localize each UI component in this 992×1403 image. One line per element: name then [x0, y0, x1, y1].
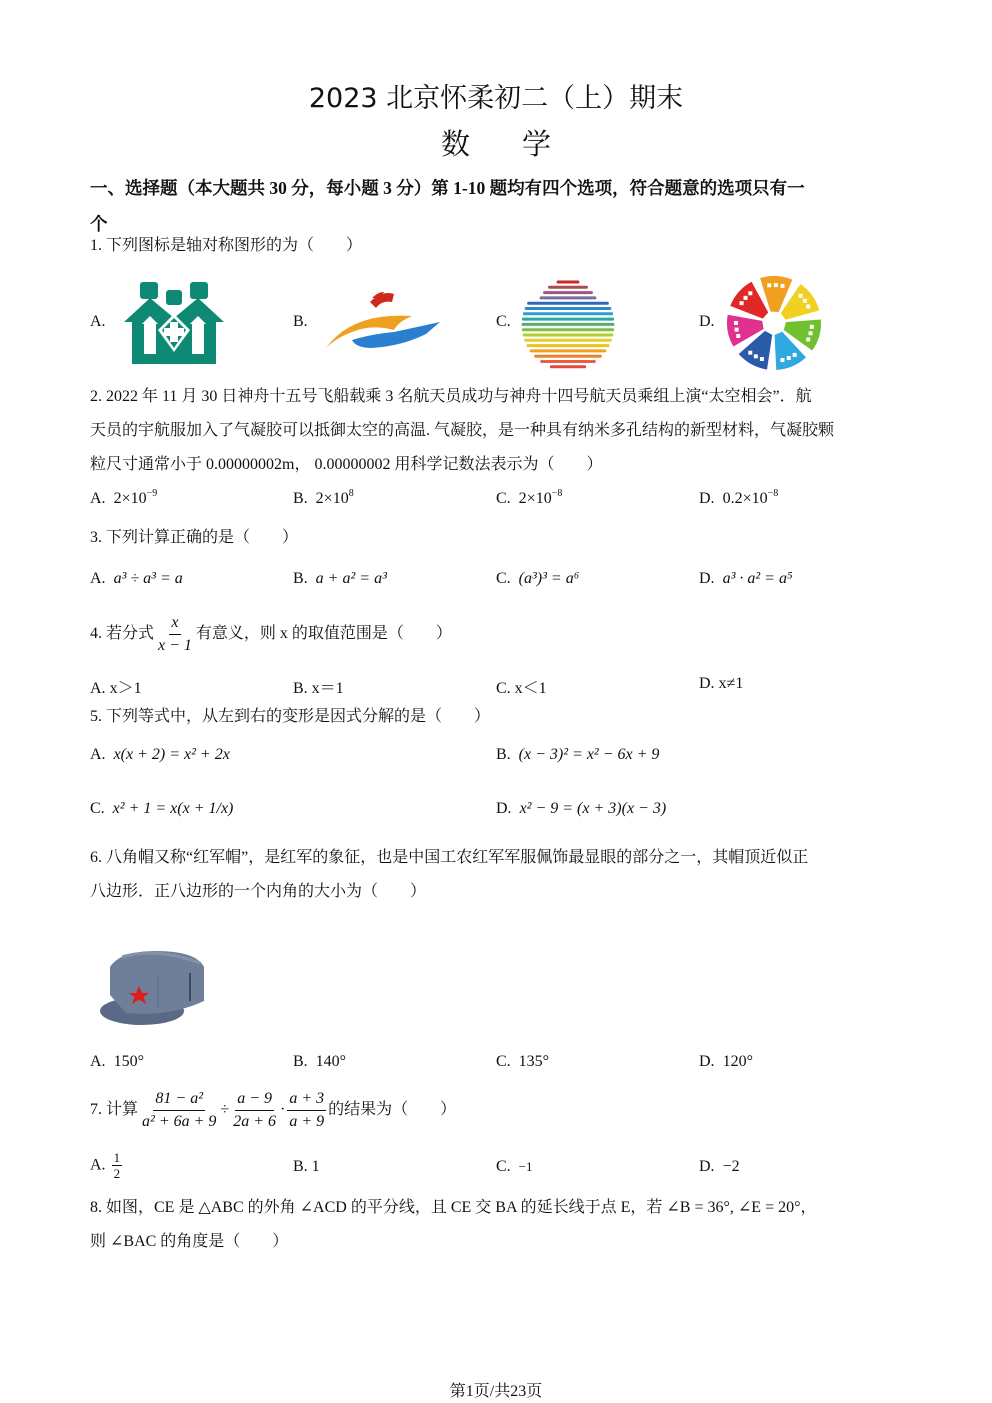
film-hole — [787, 356, 791, 360]
question-7-stem — [90, 1088, 905, 1133]
question-8-line: 则 ∠BAC 的角度是（ ） — [90, 1233, 289, 1250]
subject-char: 数 — [440, 127, 470, 161]
emphasis-char: 只 — [752, 178, 770, 198]
q4-option-a: A. x＞1 — [90, 680, 142, 697]
q3-option-b: B. a + a² = a³ — [293, 570, 387, 587]
section-heading-line2: 个 — [90, 214, 108, 234]
q4-prefix: 4. 若分式 — [90, 625, 155, 643]
film-hole — [767, 283, 771, 287]
q1-option-d-label: D. — [699, 313, 715, 330]
q5-option-d: D. x² − 9 = (x + 3)(x − 3) — [496, 800, 667, 817]
q6-option-b: B. 140° — [293, 1053, 347, 1070]
q1-option-b-label: B. — [293, 313, 308, 330]
subject-title — [0, 122, 992, 163]
film-hole — [740, 301, 744, 305]
film-hole — [799, 294, 803, 298]
q7-dot-sign: · — [279, 1101, 286, 1119]
q2-option-b: B. $2\times 10^8$ — [293, 488, 354, 507]
q3-option-d: D. a³ · a² = a⁵ — [699, 570, 793, 587]
q7-fraction-2: $\frac{a - 9}{2a + 6}$ — [233, 1090, 276, 1130]
question-2-stem — [90, 380, 905, 482]
film-hole — [748, 351, 752, 355]
section-heading-text: 一、选择题（本大题共 30 分，每小题 3 分）第 1-10 题均有四个选项，符合题意的选项 — [90, 178, 753, 198]
question-8-line: 8. 如图，CE 是 △ABC 的外角 ∠ACD 的平分线，且 CE 交 BA 的延长线于点 E，若 ∠B = 36°, ∠E = 20°， — [90, 1199, 817, 1216]
swoosh-logo-icon — [322, 288, 442, 354]
film-hole — [736, 334, 740, 338]
film-hole — [760, 357, 764, 361]
q7-divide-sign: ÷ — [220, 1101, 230, 1119]
q4-option-d: D. x≠1 — [699, 675, 744, 692]
q7-option-c: C. −1 — [496, 1158, 533, 1175]
question-4-stem — [90, 612, 905, 657]
q4-option-b: B. x＝1 — [293, 680, 344, 697]
film-hole — [803, 299, 807, 303]
film-hole — [744, 296, 748, 300]
section-heading-tail: 一 — [787, 178, 805, 198]
film-hole — [780, 358, 784, 362]
q4-suffix: 有意义，则 x 的取值范围是（ ） — [195, 625, 452, 643]
question-5-stem: 5. 下列等式中，从左到右的变形是因式分解的是（ ） — [90, 708, 491, 725]
question-2-line: 2. 2022 年 11 月 30 日神舟十五号飞船载乘 3 名航天员成功与神舟十四号航天员乘组上演“太空相会”．航 — [90, 388, 812, 405]
film-hole — [754, 354, 758, 358]
film-hole — [735, 328, 739, 332]
page-number: 第1页/共23页 — [449, 1383, 543, 1400]
film-wedge — [730, 282, 768, 319]
q2-option-c: C. $2\times 10^{-8}$ — [496, 488, 563, 507]
film-hole — [806, 338, 810, 342]
q6-option-d: D. 120° — [699, 1053, 753, 1070]
q5-option-b: B. (x − 3)² = x² − 6x + 9 — [496, 746, 660, 763]
emphasis-char: 有 — [769, 178, 788, 198]
q1-option-a-label: A. — [90, 313, 106, 330]
q7-fraction-3: $\frac{a + 3}{a + 9}$ — [289, 1090, 325, 1130]
q7-suffix: 的结果为（ ） — [328, 1101, 457, 1119]
film-hole — [793, 353, 797, 357]
question-6-stem — [90, 841, 905, 909]
q5-option-c: C. x² + 1 = x(x + 1/x) — [90, 800, 234, 817]
film-hole — [734, 321, 738, 325]
q7-option-d: D. −2 — [699, 1158, 740, 1175]
rainbow-stripe-circle-logo-icon — [520, 278, 616, 372]
question-2-line: 天员的宇航服加入了气凝胶可以抵御太空的高温. 气凝胶，是一种具有纳米多孔结构的新型材料，气凝胶颗 — [90, 422, 835, 439]
film-strip-pinwheel-logo-icon — [722, 273, 826, 373]
q6-option-c: C. 135° — [496, 1053, 550, 1070]
q5-option-a: A. x(x + 2) = x² + 2x — [90, 746, 230, 763]
film-hole — [810, 325, 814, 329]
question-6-line: 6. 八角帽又称“红军帽”，是红军的象征，也是中国工农红军军服佩饰最显眼的部分之一，其帽顶近似正 — [90, 849, 809, 866]
q7-fraction-1: $\frac{\text{81 − a²}}{\text{a² + 6a + 9}}$ — [142, 1090, 217, 1130]
q1-option-c-label: C. — [496, 313, 511, 330]
q4-option-c: C. x＜1 — [496, 680, 547, 697]
q6-option-a: A. 150° — [90, 1053, 144, 1070]
q3-option-a: A. a³ ÷ a³ = a — [90, 570, 183, 587]
q2-option-d: D. $0.2\times 10^{-8}$ — [699, 488, 779, 507]
question-2-line: 粒尺寸通常小于 0.00000002m， 0.00000002 用科学记数法表示为（ ） — [90, 456, 603, 473]
question-8-stem — [90, 1191, 905, 1259]
q7-option-a: A. $\frac{1}{2}$ — [90, 1150, 121, 1181]
question-6-line: 八边形．正八边形的一个内角的大小为（ ） — [90, 883, 427, 900]
medical-house-logo-icon — [122, 280, 226, 366]
q3-option-c: C. (a³)³ = a⁶ — [496, 570, 580, 587]
red-army-cap-image — [100, 945, 208, 1027]
subject-char: 学 — [522, 127, 552, 161]
question-1-stem: 1. 下列图标是轴对称图形的为（ ） — [90, 237, 363, 254]
film-hole — [748, 291, 752, 295]
exam-title: 2023 北京怀柔初二（上）期末 — [308, 83, 684, 114]
q7-prefix: 7. 计算 — [90, 1101, 139, 1119]
film-hole — [780, 284, 784, 288]
film-hole — [806, 305, 810, 309]
q7-option-b: B. 1 — [293, 1158, 320, 1175]
q2-option-a: A. $2\times 10^{-9}$ — [90, 488, 158, 507]
question-3-stem: 3. 下列计算正确的是（ ） — [90, 529, 299, 546]
q4-fraction: $\frac{x}{x - 1}$ — [158, 614, 192, 654]
film-hole — [809, 331, 813, 335]
film-hole — [774, 283, 778, 287]
